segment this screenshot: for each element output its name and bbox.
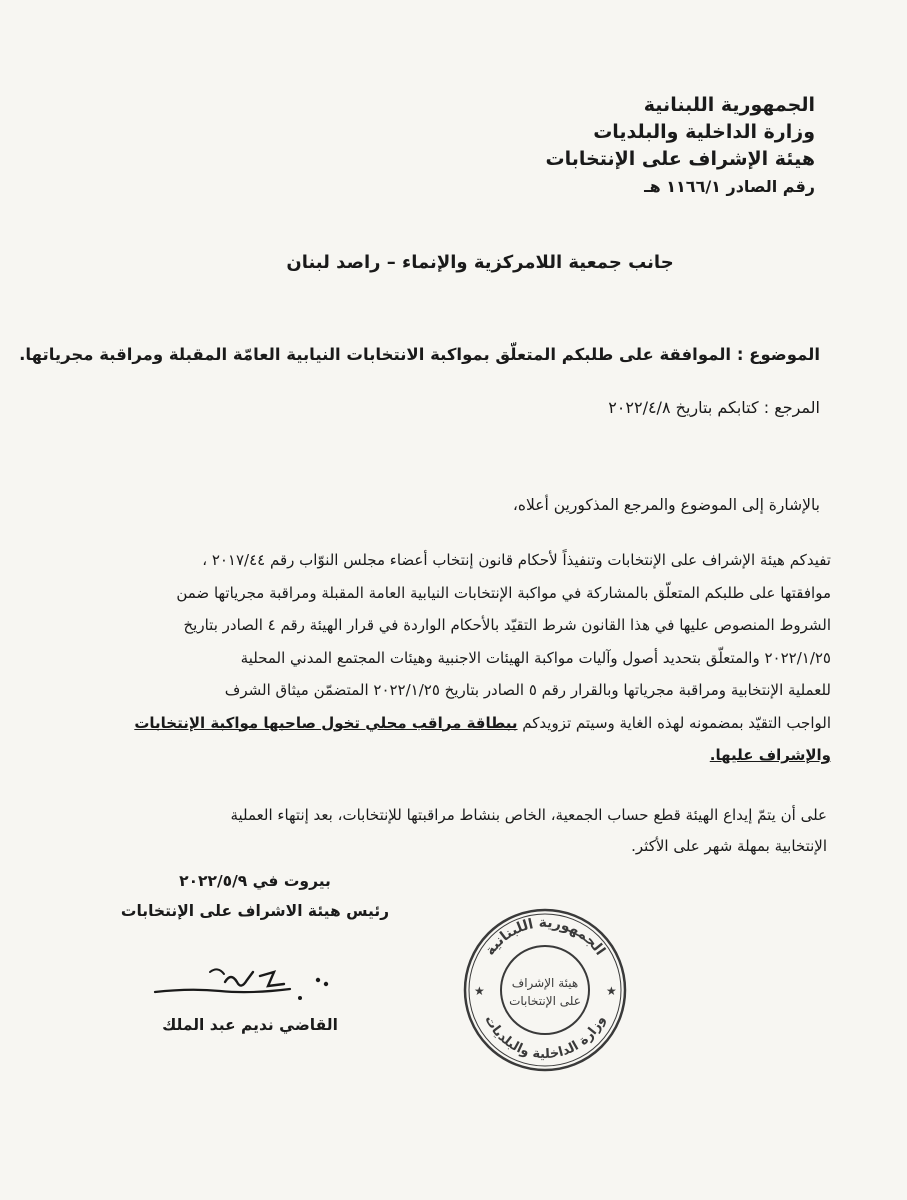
republic-name: الجمهورية اللبنانية xyxy=(643,94,815,116)
reference-line: المرجع : كتابكم بتاريخ ٢٠٢٢/٤/٨ xyxy=(608,398,820,417)
archive-paragraph xyxy=(77,800,827,862)
commission-name: هيئة الإشراف على الإنتخابات xyxy=(545,148,815,170)
body-line: الشروط المنصوص عليها في هذا القانون شرط التقيّد بالأحكام الواردة في قرار الهيئة رقم ٤ الصادر بتاريخ xyxy=(183,616,831,634)
body-line: موافقتها على طلبكم المتعلّق بالمشاركة في مواكبة الإنتخابات النيابية العامة المقبلة ومراقبة مجرياتها ضمن xyxy=(176,583,831,602)
seal-inner-line1: هيئة الإشراف xyxy=(511,976,579,990)
seal-bottom-text: وزارة الداخلية والبلديات xyxy=(481,1013,609,1063)
subject-line: الموضوع : الموافقة على طلبكم المتعلّق بمواكبة الانتخابات النيابية العامّة المقبلة ومراقبة مجرياتها. xyxy=(19,345,820,364)
body-line xyxy=(81,707,831,740)
body-line: للعملية الإنتخابية ومراقبة مجرياتها وبالقرار رقم ٥ الصادر بتاريخ ٢٠٢٢/١/٢٥ المتضمّن ميثاق الشرف xyxy=(224,681,831,699)
svg-text:الجمهورية اللبنانية xyxy=(482,915,608,959)
svg-text:وزارة الداخلية والبلديات xyxy=(481,1013,608,1062)
letterhead xyxy=(315,92,815,200)
place-date: بيروت في ٢٠٢٢/٥/٩ xyxy=(179,872,331,890)
signatory-name: القاضي نديم عبد الملك xyxy=(162,1016,338,1034)
seal-star-icon: ★ xyxy=(474,984,485,998)
observer-card-emphasis-end: والإشراف عليها. xyxy=(709,746,831,764)
recipient-line: جانب جمعية اللامركزية والإنماء – راصد لبنان xyxy=(286,252,674,273)
seal-top-text: الجمهورية اللبنانية xyxy=(482,914,609,959)
body-line-plain: الواجب التقيّد بمضمونه لهذه الغاية وسيتم تزويدكم xyxy=(517,713,831,732)
seal-inner-line2: على الإنتخابات xyxy=(509,994,581,1008)
archive-line: على أن يتمّ إيداع الهيئة قطع حساب الجمعية، الخاص بنشاط مراقبتها للإنتخابات، بعد إنتهاء العملية xyxy=(230,806,827,824)
signature-block xyxy=(105,872,405,920)
body-line: ٢٠٢٢/١/٢٥ والمتعلّق بتحديد أصول وآليات مواكبة الهيئات الاجنبية وهيئات المجتمع المدني المحلية xyxy=(240,648,831,667)
official-seal-stamp xyxy=(460,905,630,1075)
outgoing-ref-number: رقم الصادر ١١٦٦/١ هـ xyxy=(644,177,815,196)
archive-line: الإنتخابية بمهلة شهر على الأكثر. xyxy=(631,837,827,855)
observer-card-emphasis: ببطاقة مراقب محلي تخول صاحبها مواكبة الإنتخابات xyxy=(134,713,518,732)
handwritten-signature xyxy=(150,958,370,1018)
body-line: تفيدكم هيئة الإشراف على الإنتخابات وتنفيذاً لأحكام قانون إنتخاب أعضاء مجلس النوّاب رقم ٢٠١٧/٤٤ ، xyxy=(202,551,831,569)
ministry-name: وزارة الداخلية والبلديات xyxy=(593,121,815,143)
body-paragraph xyxy=(81,544,831,772)
body-line xyxy=(81,739,831,772)
greeting-line: بالإشارة إلى الموضوع والمرجع المذكورين أعلاه، xyxy=(512,496,820,514)
signatory-title: رئيس هيئة الاشراف على الإنتخابات xyxy=(120,902,390,920)
seal-star-icon: ★ xyxy=(606,984,617,998)
